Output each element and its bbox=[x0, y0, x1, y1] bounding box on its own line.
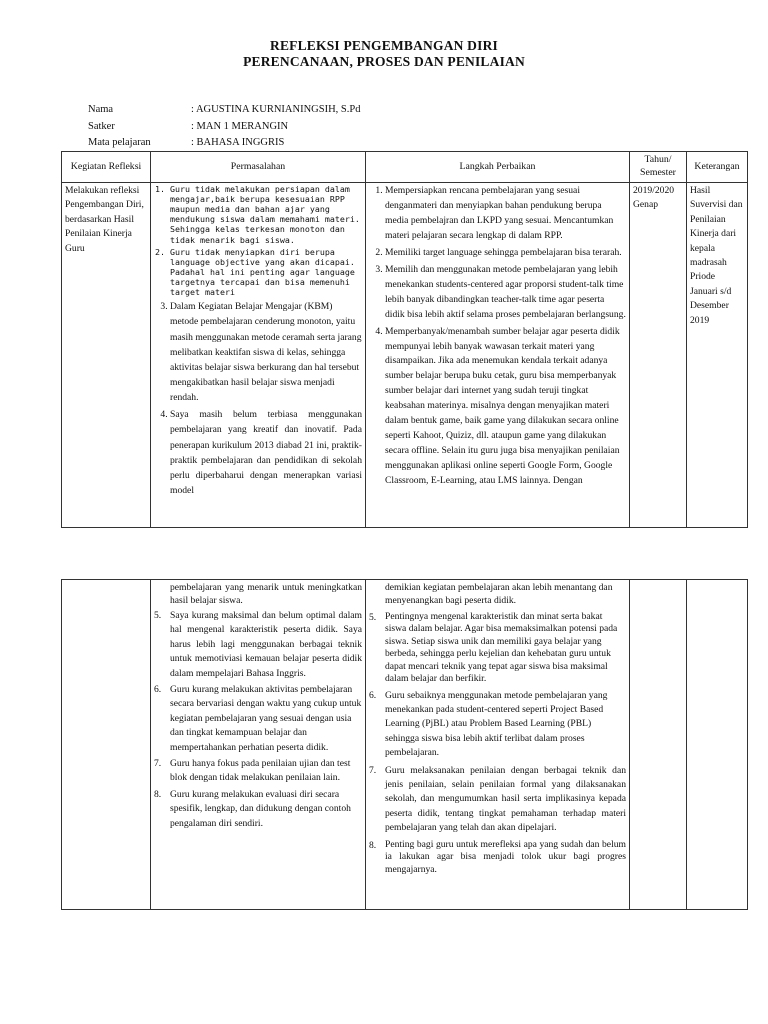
list-number: 7. bbox=[369, 764, 377, 776]
table-row bbox=[62, 183, 748, 528]
list-text: Guru sebaiknya menggunakan metode pembelajaran yang menekankan pada student-centered seperti Project Based Learning (PjBL) atau Problem Based Learning (PBL) sehingga siswa bisa lebih aktif terlibat dalam proses pembelajaran. bbox=[385, 689, 608, 759]
list-text: Guru hanya fokus pada penilaian ujian dan test blok dengan tidak melakukan penilaian lain. bbox=[170, 758, 351, 784]
list-number: 6. bbox=[369, 689, 377, 701]
header-kegiatan: Kegiatan Refleksi bbox=[62, 152, 151, 183]
list-item: 4. Saya masih belum terbiasa menggunakan pembelajaran yang kreatif dan inovatif. Pada penerapan kurikulum 2013 diabad 21 ini, praktik-praktik pembelajaran dan pendidikan di sekolah perlu diperbaharui dengan menerapkan variasi model bbox=[170, 407, 362, 498]
list-text: Guru kurang melakukan evaluasi diri secara spesifik, lengkap, dan didukung dengan contoh pengalaman diri sendiri. bbox=[170, 788, 351, 829]
header-tahun: Tahun/ Semester bbox=[630, 152, 687, 183]
list-item: 4. Memperbanyak/menambah sumber belajar agar peserta didik mempunyai lebih banyak wawasan terkait materi yang disampaikan. Jika ada menemukan kendala terkait adanya sumber belajar berupa buku cetak, guru bisa memperbanyak sumber belajar dari internet yang sudah teruji tingkat keabsahan materinya. misalnya dengan menyajikan materi dalam bentuk game, baik game yang dilakukan secara online seperti Kahoot, Quiziz, dll. ataupun game yang dilakukan secara offline. Selain itu guru juga bisa menyajikan penilaian menggunakan aplikasi online seperti Google Form, Google Classroom, E-Learning, atau LMS lainnya. Dengan bbox=[385, 325, 626, 489]
cell-langkah bbox=[366, 183, 630, 528]
list-number: 5. bbox=[154, 610, 162, 622]
list-item bbox=[369, 764, 626, 836]
info-value: : BAHASA INGGRIS bbox=[191, 137, 285, 148]
list-item: 3. Dalam Kegiatan Belajar Mengajar (KBM) metode pembelajaran cenderung monoton, yaitu masih menggunakan metode ceramah serta jarang melibatkan keaktifan siswa di kelas, sehingga aktivitas belajar siswa berkurang dan hal tersebut mengakibatkan hasil belajar siswa menjadi rendah. bbox=[170, 299, 362, 405]
list-item bbox=[369, 839, 626, 876]
cell-kegiatan: Melakukan refleksi Pengembangan Diri, berdasarkan Hasil Penilaian Kinerja Guru bbox=[62, 183, 151, 528]
info-label: Mata pelajaran bbox=[88, 137, 151, 148]
header-keterangan: Keterangan bbox=[687, 152, 748, 183]
doc-title-line1: REFLEKSI PENGEMBANGAN DIRI bbox=[270, 38, 498, 53]
table-row bbox=[62, 580, 748, 910]
list-text: Penting bagi guru untuk merefleksi apa yang sudah dan belum ia lakukan agar bisa menjadi tolok ukur bagi progres mengajarnya. bbox=[385, 838, 626, 875]
cell-keterangan-empty bbox=[687, 580, 748, 910]
list-item bbox=[154, 683, 362, 755]
info-value: : MAN 1 MERANGIN bbox=[191, 121, 289, 132]
list-item bbox=[154, 788, 362, 831]
list-text: Pentingnya mengenal karakteristik dan minat serta bakat siswa dalam belajar. Agar bisa memaksimalkan potensi pada siswa. Setiap siswa unik dan memiliki gaya belajar yang berbeda, sehingga perlu kejelian dan kehebatan guru untuk dapat mencari teknik yang tepat agar siswa bisa maksimal dalam belajar dan berfikir. bbox=[385, 610, 618, 685]
header-permasalahan: Permasalahan bbox=[151, 152, 366, 183]
table-header-row bbox=[62, 152, 748, 183]
cell-tahun: 2019/2020 Genap bbox=[630, 183, 687, 528]
cell-permasalahan bbox=[151, 580, 366, 910]
list-number: 8. bbox=[154, 788, 162, 800]
cell-langkah bbox=[366, 580, 630, 910]
list-text: Saya kurang maksimal dan belum optimal dalam hal mengenal karakteristik peserta didik. Saya harus lebih lagi menggunakan berbagai teknik untuk memotiviasi kemauan belajar peserta didik dalam mempelajari Bahasa Inggris. bbox=[170, 610, 362, 679]
list-item: 3. Memilih dan menggunakan metode pembelajaran yang lebih menekankan students-centered agar proporsi student-talk time lebih banyak dibandingkan teacher-talk time agar peserta didik bisa lebih aktif selama proses pembelajaran berlangsung. bbox=[385, 263, 626, 323]
info-label: Satker bbox=[88, 121, 115, 132]
continued-text: demikian kegiatan pembelajaran akan lebih menantang dan menyenangkan bagi peserta didik. bbox=[385, 582, 613, 607]
list-item: 2. Guru tidak menyiapkan diri berupa language objective yang akan dicapai. Padahal hal ini penting agar language targetnya tercapai dan bisa memenuhi target materi bbox=[170, 247, 362, 298]
cell-tahun-empty bbox=[630, 580, 687, 910]
cell-permasalahan bbox=[151, 183, 366, 528]
list-text: Guru melaksanakan penilaian dengan berbagai teknik dan jenis penilaian, selain penilaian formal yang dilaksanakan sekolah, dan mengumumkan hasil serta implikasinya kepada peserta didik, tentang tingkat pemahaman terhadap materi pembelajaran yang telah dan akan dipelajari. bbox=[385, 764, 626, 834]
list-number: 5. bbox=[369, 611, 377, 623]
list-item bbox=[369, 689, 626, 761]
cell-kegiatan-empty bbox=[62, 580, 151, 910]
list-number: 6. bbox=[154, 684, 162, 696]
reflection-table-page1 bbox=[61, 151, 748, 528]
continued-text: pembelajaran yang menarik untuk meningkatkan hasil belajar siswa. bbox=[170, 582, 362, 607]
header-langkah: Langkah Perbaikan bbox=[366, 152, 630, 183]
list-item bbox=[154, 609, 362, 681]
list-number: 8. bbox=[369, 839, 377, 851]
list-text: Guru kurang melakukan aktivitas pembelajaran secara bervariasi dengan waktu yang cukup untuk kegiatan pembelajaran yang sesuai dengan usia dan tingkat kemampuan belajar dan mempertahankan perhatian peserta didik. bbox=[170, 684, 362, 753]
list-item bbox=[154, 757, 362, 786]
reflection-table-page2 bbox=[61, 579, 748, 910]
doc-title-line2: PERENCANAAN, PROSES DAN PENILAIAN bbox=[243, 54, 525, 69]
list-item: 1. Mempersiapkan rencana pembelajaran yang sesuai denganmateri dan menyiapkan bahan pendukung berupa media pembelajran dan LKPD yang sesuai. Mencantumkan materi pelajaran secara lengkap di dalam RPP. bbox=[385, 184, 626, 244]
list-item: 1. Guru tidak melakukan persiapan dalam mengajar,baik berupa kesesuaian RPP maupun media dan bahan ajar yang mendukung siswa dalam memahami materi. Sehingga kelas terkesan monoton dan tidak menarik bagi siswa. bbox=[170, 184, 362, 245]
list-item bbox=[369, 611, 626, 686]
list-number: 7. bbox=[154, 758, 162, 769]
info-value: : AGUSTINA KURNIANINGSIH, S.Pd bbox=[191, 104, 361, 115]
info-label: Nama bbox=[88, 104, 114, 115]
cell-keterangan: Hasil Suvervisi dan Penilaian Kinerja dari kepala madrasah Priode Januari s/d Desember 2019 bbox=[687, 183, 748, 528]
list-item: 2. Memiliki target language sehingga pembelajaran bisa terarah. bbox=[385, 246, 626, 261]
